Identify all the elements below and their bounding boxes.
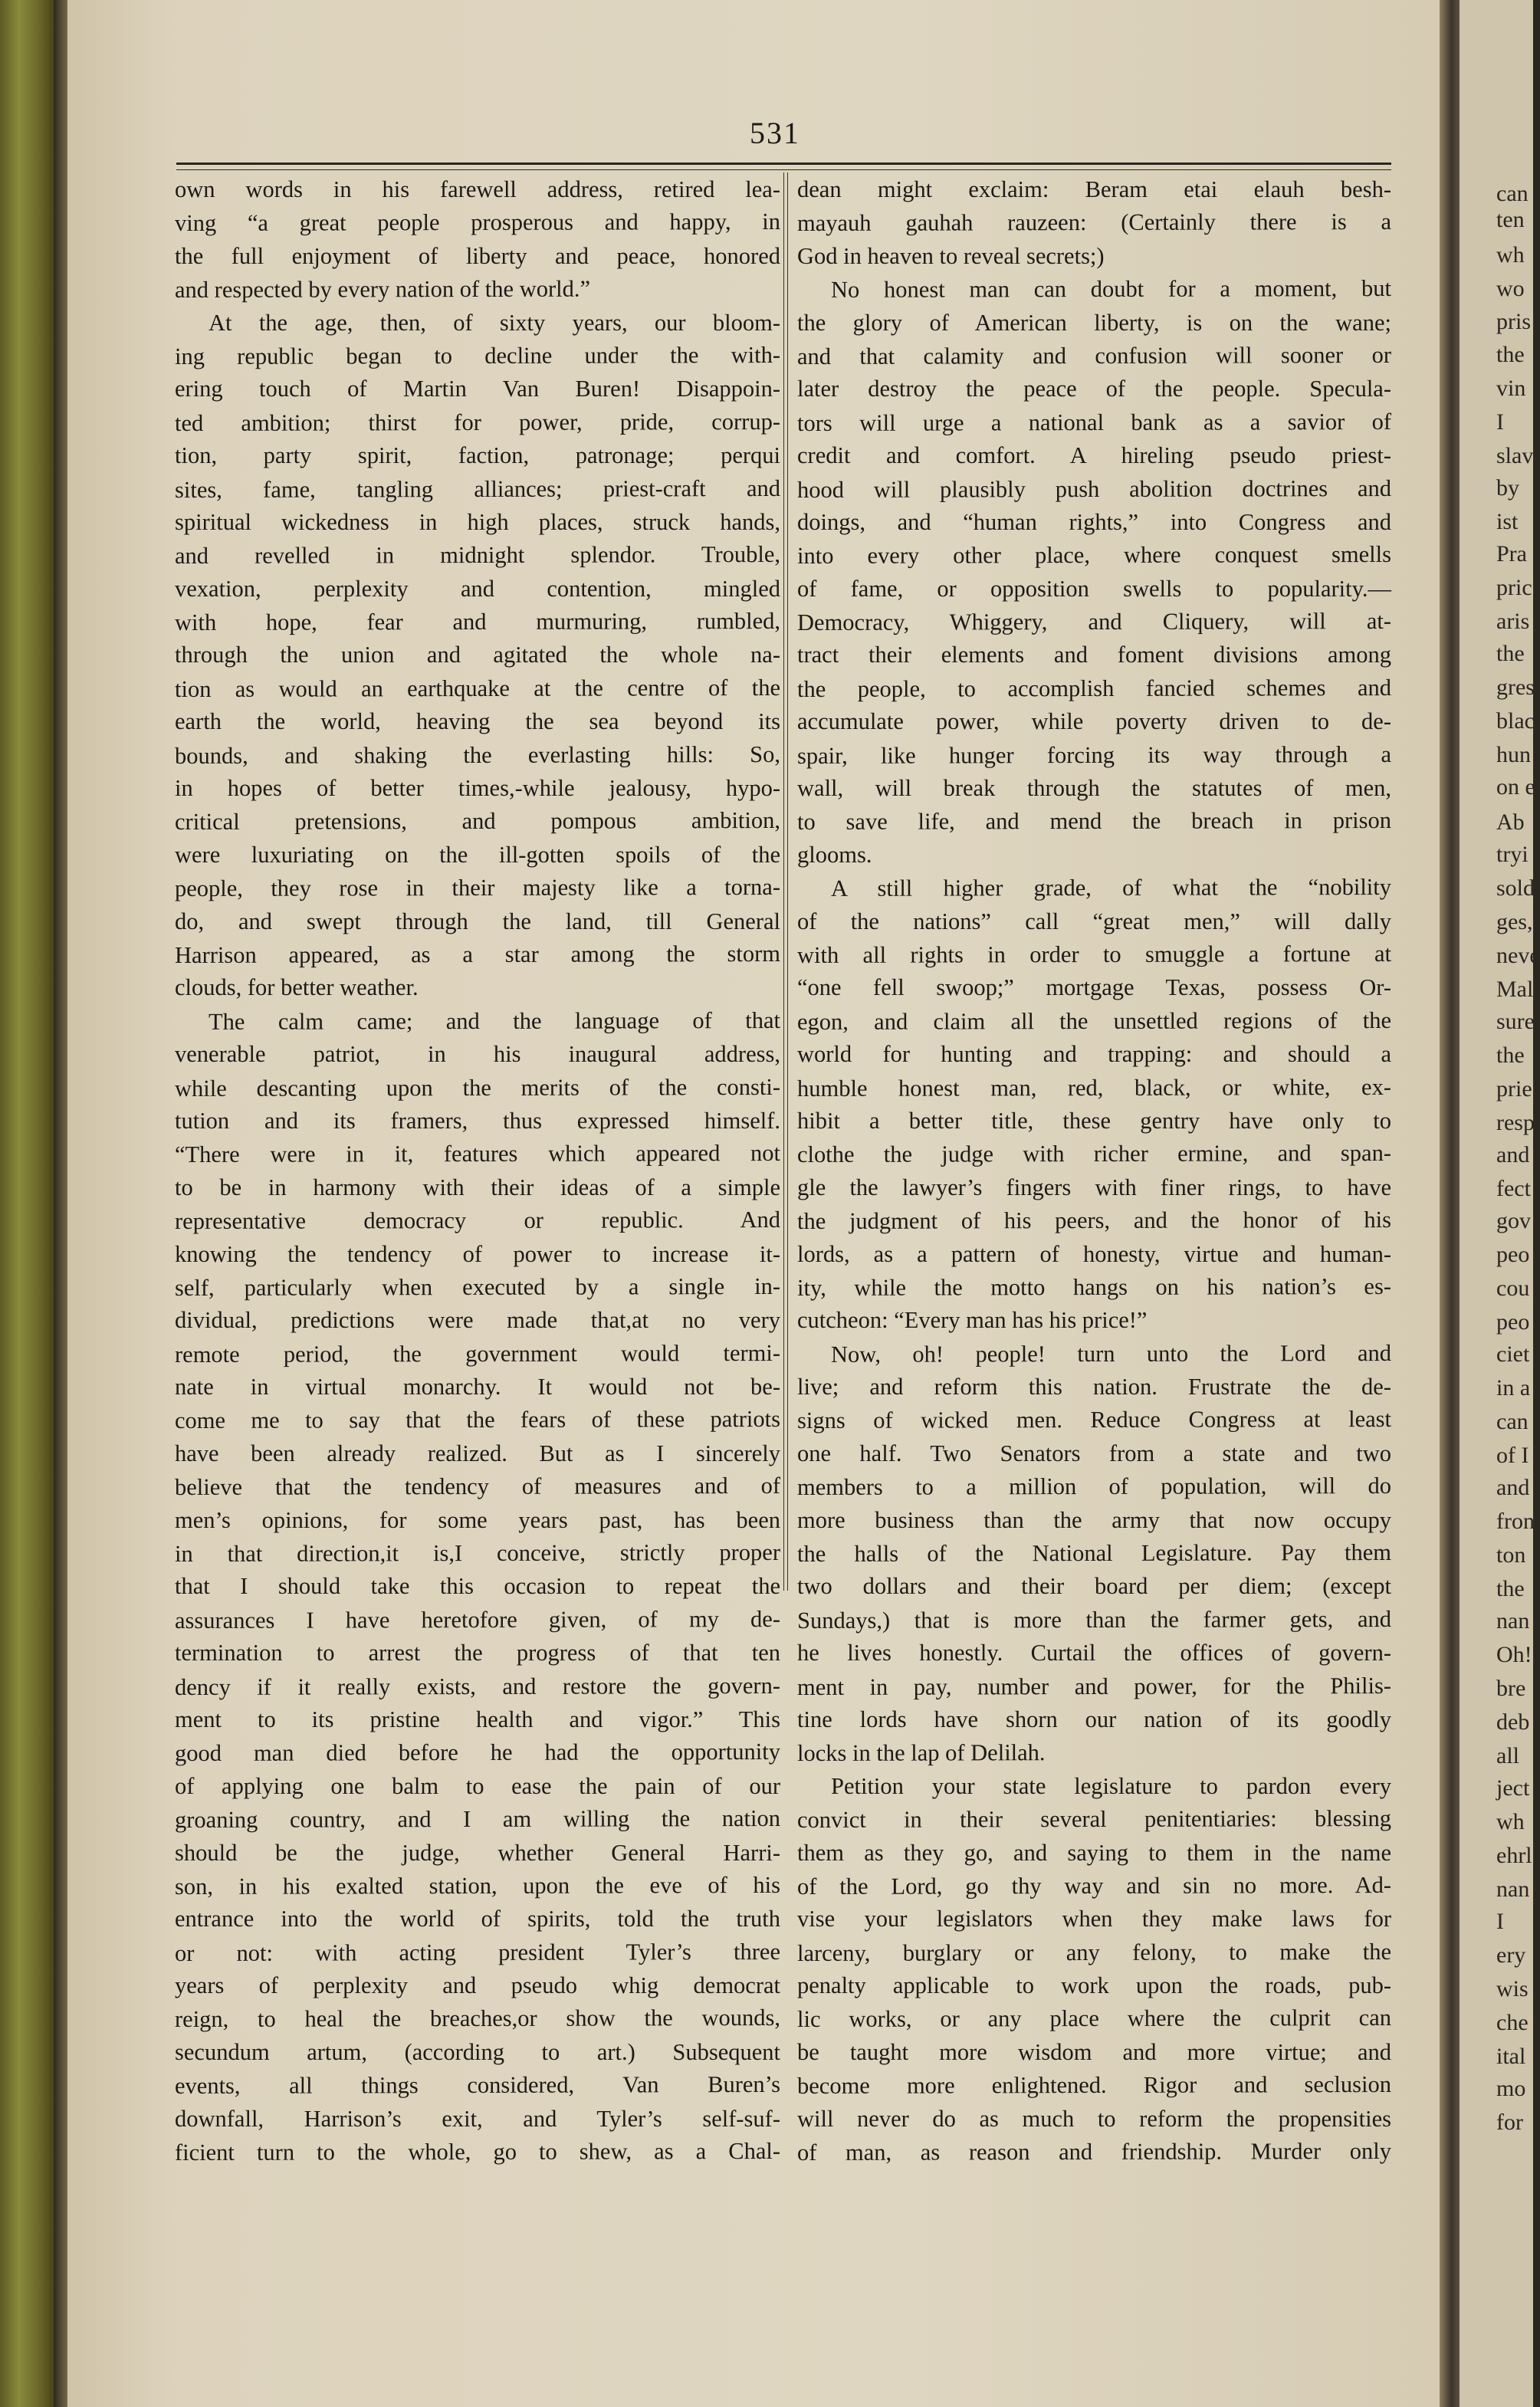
text-line: ment to its pristine health and vigor.” This [175, 1706, 780, 1732]
page-gutter [1440, 0, 1460, 2407]
text-line: of fame, or opposition swells to popularity.— [797, 575, 1391, 602]
text-line: humble honest man, red, black, or white, ex- [797, 1073, 1391, 1102]
adjacent-page-fragment: wh [1496, 242, 1525, 268]
adjacent-page-fragment: ges, [1496, 909, 1533, 934]
text-line: critical pretensions, and pompous ambition, [175, 807, 780, 836]
adjacent-page-fragment: prie [1496, 1076, 1532, 1102]
text-line: that I should take this occasion to repeat the [175, 1573, 780, 1600]
text-line: signs of wicked men. Reduce Congress at least [797, 1406, 1391, 1434]
text-line: ment in pay, number and power, for the Philis- [797, 1672, 1391, 1700]
adjacent-page-fragment: wis [1496, 1976, 1529, 2001]
book-binding [0, 0, 54, 2407]
text-line: assurances I have heretofore given, of my de- [175, 1605, 780, 1634]
text-line: dency if it really exists, and restore the govern- [175, 1672, 780, 1700]
text-line: cutcheon: “Every man has his price!” [797, 1307, 1148, 1334]
text-line: dean might exclaim: Beram etai elauh besh- [797, 176, 1391, 202]
text-line: he lives honestly. Curtail the offices of govern- [797, 1640, 1391, 1667]
text-line: son, in his exalted station, upon the eve of his [175, 1871, 780, 1900]
text-line: mayauh gauhah rauzeen: (Certainly there is a [797, 209, 1391, 237]
text-line: lords, as a pattern of honesty, virtue and human- [797, 1240, 1391, 1267]
text-line: the judgment of his peers, and the honor of his [797, 1207, 1391, 1235]
text-line: should be the judge, whether General Harri- [175, 1839, 780, 1866]
adjacent-page-fragment: by [1496, 475, 1519, 501]
adjacent-page-fragment: and [1496, 1475, 1530, 1500]
adjacent-page-fragment: on e [1496, 774, 1535, 800]
adjacent-page-fragment: ten [1496, 207, 1525, 232]
text-line: and that calamity and confusion will sooner or [797, 341, 1391, 369]
text-line: credit and comfort. A hireling pseudo priest- [797, 442, 1391, 469]
text-line: glooms. [797, 841, 872, 868]
text-line: the glory of American liberty, is on the wane; [797, 309, 1391, 336]
text-line: will never do as much to reform the propensities [797, 2105, 1391, 2132]
text-line: world for hunting and trapping: and should a [797, 1041, 1391, 1068]
text-line: of man, as reason and friendship. Murder only [797, 2138, 1391, 2166]
adjacent-page-fragment: the [1496, 342, 1525, 367]
adjacent-page-fragment: and [1496, 1142, 1530, 1167]
text-line: one half. Two Senators from a state and two [797, 1440, 1391, 1466]
adjacent-page-fragment: the [1496, 641, 1525, 666]
text-line: the halls of the National Legislature. Pay them [797, 1539, 1391, 1568]
adjacent-page-fragment: of I [1496, 1443, 1529, 1468]
adjacent-page-fragment: I [1496, 409, 1504, 435]
text-line: At the age, then, of sixty years, our bloom- [209, 309, 780, 336]
text-line: and revelled in midnight splendor. Trouble, [175, 541, 780, 570]
text-line: accumulate power, while poverty driven to de- [797, 708, 1391, 735]
text-line: in hopes of better times,-while jealousy, hypo- [175, 775, 780, 802]
text-line: remote period, the government would termi- [175, 1339, 780, 1368]
text-line: egon, and claim all the unsettled regions of the [797, 1006, 1391, 1035]
text-line: bounds, and shaking the everlasting hills: So, [175, 740, 780, 769]
text-line: to save life, and mend the breach in prison [797, 807, 1391, 836]
text-line: termination to arrest the progress of that ten [175, 1640, 780, 1667]
text-line: more business than the army that now occupy [797, 1506, 1391, 1533]
text-line: knowing the tendency of power to increase it- [175, 1240, 780, 1267]
adjacent-page-fragment: can [1496, 181, 1529, 206]
text-line: Democracy, Whiggery, and Cliquery, will at- [797, 608, 1391, 636]
text-line: come me to say that the fears of these patriots [175, 1406, 780, 1434]
text-line: to be in harmony with their ideas of a simple [175, 1174, 780, 1200]
text-line: later destroy the peace of the people. Specula- [797, 376, 1391, 402]
adjacent-page-fragment: ject [1496, 1775, 1530, 1801]
text-line: live; and reform this nation. Frustrate the de- [797, 1374, 1391, 1401]
adjacent-page-fragment: neve [1496, 943, 1540, 968]
text-line: representative democracy or republic. And [175, 1207, 780, 1235]
text-line: tution and its framers, thus expressed himself. [175, 1107, 780, 1134]
adjacent-page-fragment: gov [1496, 1208, 1531, 1233]
adjacent-page-fragment: wo [1496, 276, 1525, 301]
text-line: of applying one balm to ease the pain of our [175, 1772, 780, 1799]
adjacent-page-fragment: sold [1496, 875, 1535, 901]
text-line: tion as would an earthquake at the centre of the [175, 674, 780, 702]
page-number: 531 [750, 116, 800, 150]
adjacent-page-fragment: I [1496, 1909, 1504, 1934]
text-line: convict in their several penitentiaries: blessing [797, 1805, 1391, 1834]
text-line: larceny, burglary or any felony, to make the [797, 1938, 1391, 1966]
text-line: become more enlightened. Rigor and seclusion [797, 2071, 1391, 2100]
text-line: Harrison appeared, as a star among the storm [175, 940, 780, 969]
header-rule [176, 163, 1391, 170]
text-line: groaning country, and I am willing the nation [175, 1805, 780, 1834]
text-line: of the nations” call “great men,” will dally [797, 908, 1391, 934]
text-line: “There were in it, features which appeared not [175, 1140, 780, 1168]
text-line: ity, while the motto hangs on his nation’s es- [797, 1272, 1391, 1301]
text-line: The calm came; and the language of that [209, 1006, 780, 1035]
text-line: tion, party spirit, faction, patronage; perqui [175, 442, 780, 469]
adjacent-page-fragment: fron [1496, 1509, 1535, 1534]
text-line: earth the world, heaving the sea beyond its [175, 708, 780, 735]
adjacent-page-fragment: can [1496, 1409, 1529, 1434]
text-line: sites, fame, tangling alliances; priest-craft and [175, 475, 780, 503]
text-line: ing republic began to decline under the with- [175, 341, 780, 369]
adjacent-page-fragment: cou [1496, 1276, 1530, 1301]
adjacent-page-edge [1460, 0, 1540, 2407]
adjacent-page-fragment: peo [1496, 1309, 1530, 1335]
text-line: people, they rose in their majesty like a torna- [175, 874, 780, 902]
text-line: penalty applicable to work upon the roads, pub- [797, 1972, 1391, 1999]
text-line: of the Lord, go thy way and sin no more. Ad- [797, 1871, 1391, 1900]
text-line: nate in virtual monarchy. It would not be- [175, 1374, 780, 1401]
text-line: Now, oh! people! turn unto the Lord and [831, 1339, 1391, 1368]
adjacent-page-fragment: ery [1496, 1942, 1526, 1968]
adjacent-page-fragment: ton [1496, 1542, 1526, 1568]
adjacent-page-fragment: the [1496, 1043, 1525, 1068]
text-line: events, all things considered, Van Buren’s [175, 2071, 780, 2100]
text-line: clouds, for better weather. [175, 974, 419, 1001]
text-line: entrance into the world of spirits, told the truth [175, 1906, 780, 1932]
adjacent-page-fragment: Pra [1496, 541, 1527, 566]
adjacent-page-fragment: deb [1496, 1709, 1530, 1735]
text-line: Petition your state legislature to pardon every [831, 1772, 1391, 1799]
adjacent-page-fragment: ist [1496, 509, 1519, 534]
text-line: were luxuriating on the ill-gotten spoils of the [175, 841, 780, 868]
text-line: be taught more wisdom and more virtue; and [797, 2038, 1391, 2065]
binding-shadow [54, 0, 69, 2407]
text-line: venerable patriot, in his inaugural address, [175, 1041, 780, 1068]
text-line: spiritual wickedness in high places, struck hands, [175, 508, 780, 535]
adjacent-page-fragment: mo [1496, 2076, 1526, 2101]
adjacent-page-fragment: in a [1496, 1375, 1531, 1401]
text-line: tract their elements and foment divisions among [797, 642, 1391, 668]
adjacent-page-fragment: blac [1496, 708, 1535, 734]
text-line: ficient turn to the whole, go to shew, as a Chal- [175, 2138, 780, 2166]
text-line: through the union and agitated the whole na- [175, 642, 780, 668]
text-line: clothe the judge with richer ermine, and span- [797, 1140, 1391, 1168]
text-line: good man died before he had the opportunity [175, 1739, 780, 1767]
text-line: locks in the lap of Delilah. [797, 1739, 1046, 1767]
text-line: while descanting upon the merits of the consti- [175, 1073, 780, 1102]
adjacent-page-fragment: slav [1496, 443, 1534, 468]
text-line: gle the lawyer’s fingers with finer rings, to have [797, 1174, 1391, 1200]
text-line: wall, will break through the statutes of men, [797, 775, 1391, 802]
right-text-column [797, 173, 1391, 2169]
adjacent-page-fragment: tryi [1496, 842, 1529, 867]
adjacent-page-fragment: all [1496, 1743, 1519, 1768]
adjacent-page-fragment: gres [1496, 675, 1535, 700]
text-line: and respected by every nation of the world.” [175, 275, 591, 304]
adjacent-page-fragment: nan [1496, 1608, 1530, 1634]
adjacent-page-fragment: che [1496, 2010, 1529, 2035]
adjacent-page-fragment: the [1496, 1576, 1525, 1601]
text-line: two dollars and their board per diem; (except [797, 1573, 1391, 1600]
text-line: vexation, perplexity and contention, mingled [175, 575, 780, 602]
text-line: own words in his farewell address, retired lea- [175, 176, 780, 202]
adjacent-page-fragment: ehrl [1496, 1843, 1532, 1868]
text-line: doings, and “human rights,” into Congress and [797, 508, 1391, 535]
text-line: hood will plausibly push abolition doctrines and [797, 475, 1391, 503]
text-line: members to a million of population, will do [797, 1473, 1391, 1501]
text-line: vise your legislators when they make laws for [797, 1906, 1391, 1932]
adjacent-page-fragment: Mal [1496, 977, 1534, 1002]
column-divider [783, 172, 788, 1591]
adjacent-page-fragment: for [1496, 2110, 1523, 2135]
adjacent-page-fragment: pris [1496, 309, 1531, 334]
text-line: reign, to heal the breaches,or show the wounds, [175, 2005, 780, 2033]
text-line: do, and swept through the land, till General [175, 908, 780, 934]
text-line: them as they go, and saying to them in the name [797, 1839, 1391, 1866]
left-text-column [175, 173, 780, 2169]
text-line: ering touch of Martin Van Buren! Disappoin- [175, 376, 780, 402]
text-line: tine lords have shorn our nation of its goodly [797, 1706, 1391, 1732]
adjacent-page-fragment: wh [1496, 1809, 1525, 1834]
text-line: downfall, Harrison’s exit, and Tyler’s self-suf- [175, 2105, 780, 2132]
adjacent-page-fragment: nan [1496, 1877, 1530, 1902]
text-line: self, particularly when executed by a single in- [175, 1272, 780, 1301]
text-line: into every other place, where conquest smells [797, 541, 1391, 570]
text-line: dividual, predictions were made that,at no very [175, 1307, 780, 1334]
adjacent-page-fragment: bre [1496, 1676, 1526, 1701]
text-line: the people, to accomplish fancied schemes and [797, 674, 1391, 702]
text-line: with hope, fear and murmuring, rumbled, [175, 608, 780, 636]
adjacent-page-fragment: fect [1496, 1176, 1531, 1201]
adjacent-page-fragment: aris [1496, 609, 1530, 634]
text-line: men’s opinions, for some years past, has been [175, 1506, 780, 1533]
adjacent-page-fragment: sure [1496, 1009, 1535, 1034]
text-line: tors will urge a national bank as a savior of [797, 408, 1391, 436]
text-line: secundum artum, (according to art.) Subsequent [175, 2038, 780, 2065]
text-line: have been already realized. But as I sincerely [175, 1440, 780, 1466]
text-line: the full enjoyment of liberty and peace, honored [175, 242, 780, 269]
text-line: with all rights in order to smuggle a fortune at [797, 940, 1391, 968]
text-line: in that direction,it is,I conceive, strictly proper [175, 1538, 780, 1568]
text-line: hibit a better title, these gentry have only to [797, 1107, 1391, 1134]
adjacent-page-fragment: hun [1496, 742, 1531, 767]
text-line: lic works, or any place where the culprit can [797, 2005, 1391, 2033]
adjacent-page-fragment: peo [1496, 1242, 1530, 1267]
adjacent-page-fragment: resp [1496, 1110, 1535, 1135]
text-line: No honest man can doubt for a moment, but [831, 275, 1391, 304]
adjacent-page-fragment: pric [1496, 575, 1532, 600]
adjacent-page-fragment: vin [1496, 376, 1526, 401]
text-line: believe that the tendency of measures and of [175, 1473, 780, 1501]
text-line: spair, like hunger forcing its way through a [797, 740, 1391, 769]
text-line: or not: with acting president Tyler’s three [175, 1938, 780, 1966]
adjacent-page-fragment: ital [1496, 2044, 1526, 2069]
text-line: Sundays,) that is more than the farmer gets, and [797, 1605, 1391, 1634]
adjacent-page-fragment: Ab [1496, 809, 1525, 835]
text-line: years of perplexity and pseudo whig democrat [175, 1972, 780, 1999]
adjacent-page-fragment: ciet [1496, 1341, 1530, 1367]
text-line: ted ambition; thirst for power, pride, corrup- [175, 408, 780, 436]
text-line: A still higher grade, of what the “nobility [831, 874, 1391, 902]
text-line: God in heaven to reveal secrets;) [797, 242, 1105, 269]
text-line: ving “a great people prosperous and happy, in [175, 209, 780, 237]
adjacent-page-fragment: Oh! [1496, 1642, 1532, 1667]
text-line: “one fell swoop;” mortgage Texas, possess Or- [797, 974, 1391, 1001]
